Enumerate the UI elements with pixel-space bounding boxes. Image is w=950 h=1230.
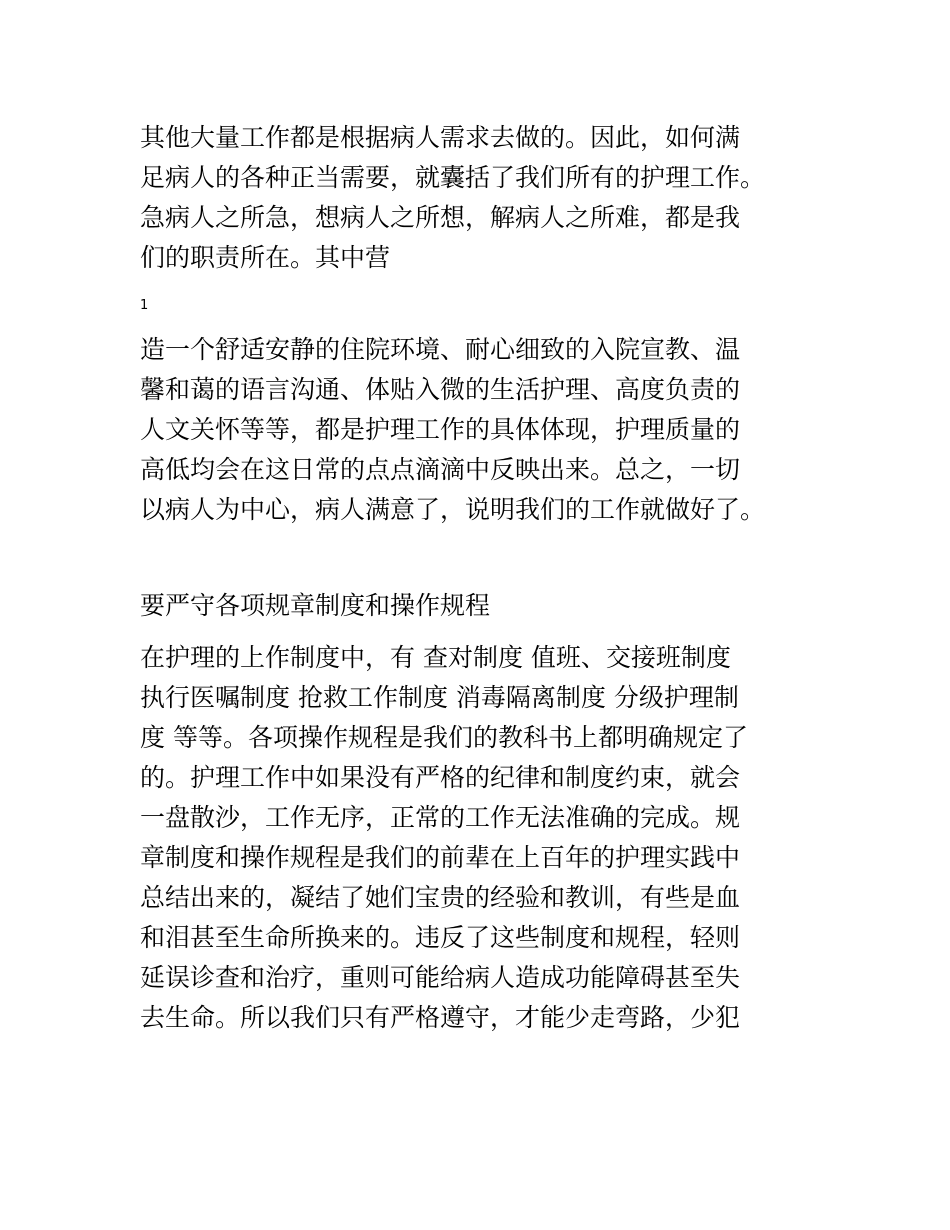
paragraph-3: 在护理的上作制度中，有 查对制度 值班、交接班制度 执行医嘱制度 抢救工作制度 消毒隔离制度 分级护理制 度 等等。各项操作规程是我们的教科书上都明确规定了 的。护理工作中如果没有严格的纪律和制度约束，就会 一盘散沙，工作无序，正常的工作无法准确的完成。规 章制度和操作规程是我们的前辈在上百年的护理实践中 总结出来的，凝结了她们宝贵的经验和教训，有些是血 和泪甚至生命所换来的。违反了这些制度和规程，轻则 延误诊查和治疗，重则可能给病人造成功能障碍甚至失 去生命。所以我们只有严格遵守，才能少走弯路，少犯 xyxy=(140,643,748,1032)
paragraph-1: 其他大量工作都是根据病人需求去做的。因此，如何满 足病人的各种正当需要，就囊括了我们所有的护理工作。 急病人之所急，想病人之所想，解病人之所难，都是我 们的职责所在。其中营 xyxy=(140,123,766,272)
document-page xyxy=(140,118,820,1038)
section-heading: 要严守各项规章制度和操作规程 xyxy=(140,591,491,620)
paragraph-2: 造一个舒适安静的住院环境、耐心细致的入院宣教、温 馨和蔼的语言沟通、体贴入微的生活护理、高度负责的 人文关怀等等，都是护理工作的具体体现，护理质量的 高低均会在这日常的点点滴滴中反映出来。总之，一切 以病人为中心，病人满意了，说明我们的工作就做好了。 xyxy=(140,335,766,524)
page-number: 1 xyxy=(140,298,149,313)
